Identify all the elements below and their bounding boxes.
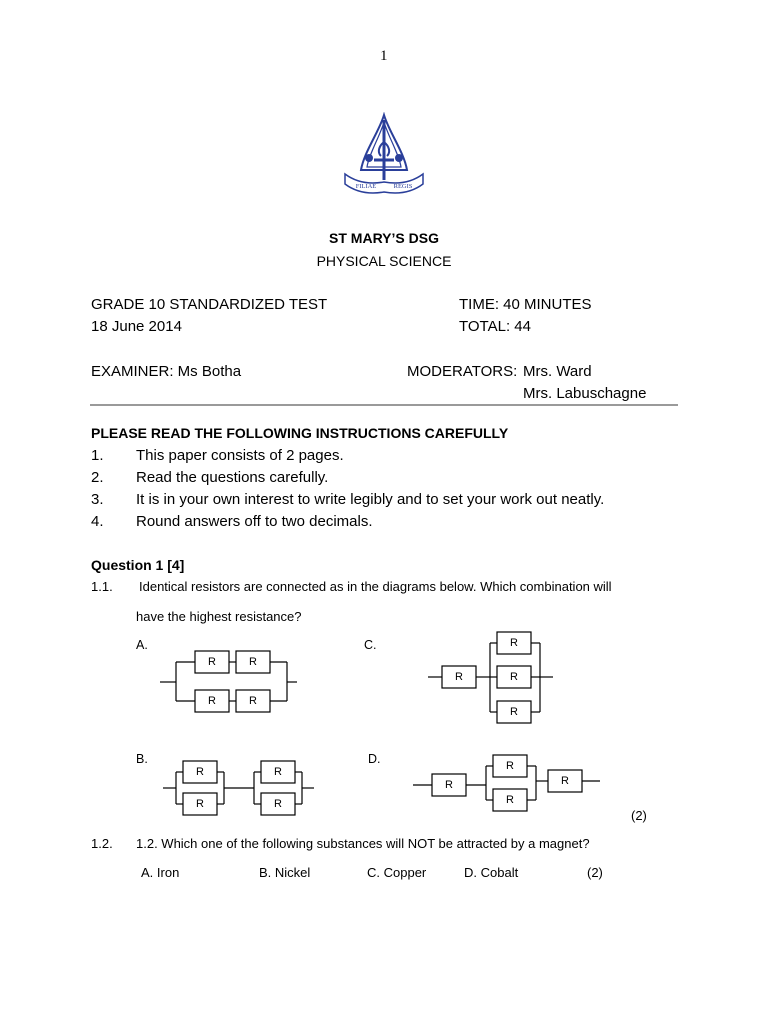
resistor: [548, 770, 582, 792]
test-time: TIME: 40 MINUTES: [459, 296, 592, 313]
q1-1-text-cont: have the highest resistance?: [136, 609, 302, 624]
q1-1-text: Identical resistors are connected as in the diagrams below. Which combination will: [139, 579, 612, 594]
resistor: [432, 774, 466, 796]
svg-text:REGIS: REGIS: [393, 183, 413, 190]
instruction-text: Read the questions carefully.: [136, 469, 329, 486]
q1-1-marks: (2): [631, 808, 647, 823]
instruction-num: 2.: [91, 469, 104, 486]
svg-text:R: R: [561, 775, 569, 787]
svg-text:R: R: [506, 794, 514, 806]
test-date: 18 June 2014: [91, 318, 182, 335]
svg-text:R: R: [445, 779, 453, 791]
option-d-label: D.: [368, 752, 381, 766]
instruction-text: It is in your own interest to write legibly and to set your work out neatly.: [136, 491, 605, 508]
test-title: GRADE 10 STANDARDIZED TEST: [91, 296, 328, 313]
question-1-title: Question 1 [4]: [91, 557, 185, 573]
subject-title: PHYSICAL SCIENCE: [316, 253, 452, 269]
svg-text:R: R: [249, 695, 257, 707]
resistor: [493, 755, 527, 777]
instruction-text: Round answers off to two decimals.: [136, 513, 373, 530]
option-a-label: A.: [136, 638, 148, 652]
q1-2-number: 1.2.: [91, 836, 113, 851]
instruction-num: 1.: [91, 447, 104, 464]
q1-2-option-d: D. Cobalt: [464, 865, 519, 880]
svg-text:R: R: [249, 656, 257, 668]
svg-text:R: R: [506, 760, 514, 772]
svg-text:R: R: [274, 766, 282, 778]
instruction-num: 3.: [91, 491, 104, 508]
svg-text:R: R: [196, 798, 204, 810]
svg-text:R: R: [196, 766, 204, 778]
moderator-1: Mrs. Ward: [523, 363, 592, 380]
school-name: ST MARY’S DSG: [329, 230, 439, 246]
q1-1-number: 1.1.: [91, 579, 113, 594]
svg-text:R: R: [510, 637, 518, 649]
option-c-label: C.: [364, 638, 377, 652]
svg-text:FILIAE: FILIAE: [355, 183, 377, 190]
q1-2-option-b: B. Nickel: [259, 865, 311, 880]
svg-text:R: R: [510, 671, 518, 683]
moderators-label: MODERATORS:: [407, 363, 518, 380]
instruction-num: 4.: [91, 513, 104, 530]
option-b-label: B.: [136, 752, 148, 766]
q1-2-marks: (2): [587, 865, 603, 880]
q1-2-text: 1.2. Which one of the following substances will NOT be attracted by a magnet?: [136, 836, 590, 851]
page-number: 1: [380, 48, 388, 64]
q1-2-option-c: C. Copper: [367, 865, 427, 880]
svg-text:R: R: [455, 671, 463, 683]
examiner: EXAMINER: Ms Botha: [91, 363, 242, 380]
svg-text:R: R: [208, 656, 216, 668]
q1-2-option-a: A. Iron: [141, 865, 180, 880]
svg-text:R: R: [208, 695, 216, 707]
instruction-text: This paper consists of 2 pages.: [136, 447, 344, 464]
svg-text:R: R: [274, 798, 282, 810]
svg-text:R: R: [510, 706, 518, 718]
test-total: TOTAL: 44: [459, 318, 531, 335]
instructions-heading: PLEASE READ THE FOLLOWING INSTRUCTIONS CAREFULLY: [91, 425, 509, 441]
moderator-2: Mrs. Labuschagne: [523, 385, 647, 402]
resistor: [493, 789, 527, 811]
